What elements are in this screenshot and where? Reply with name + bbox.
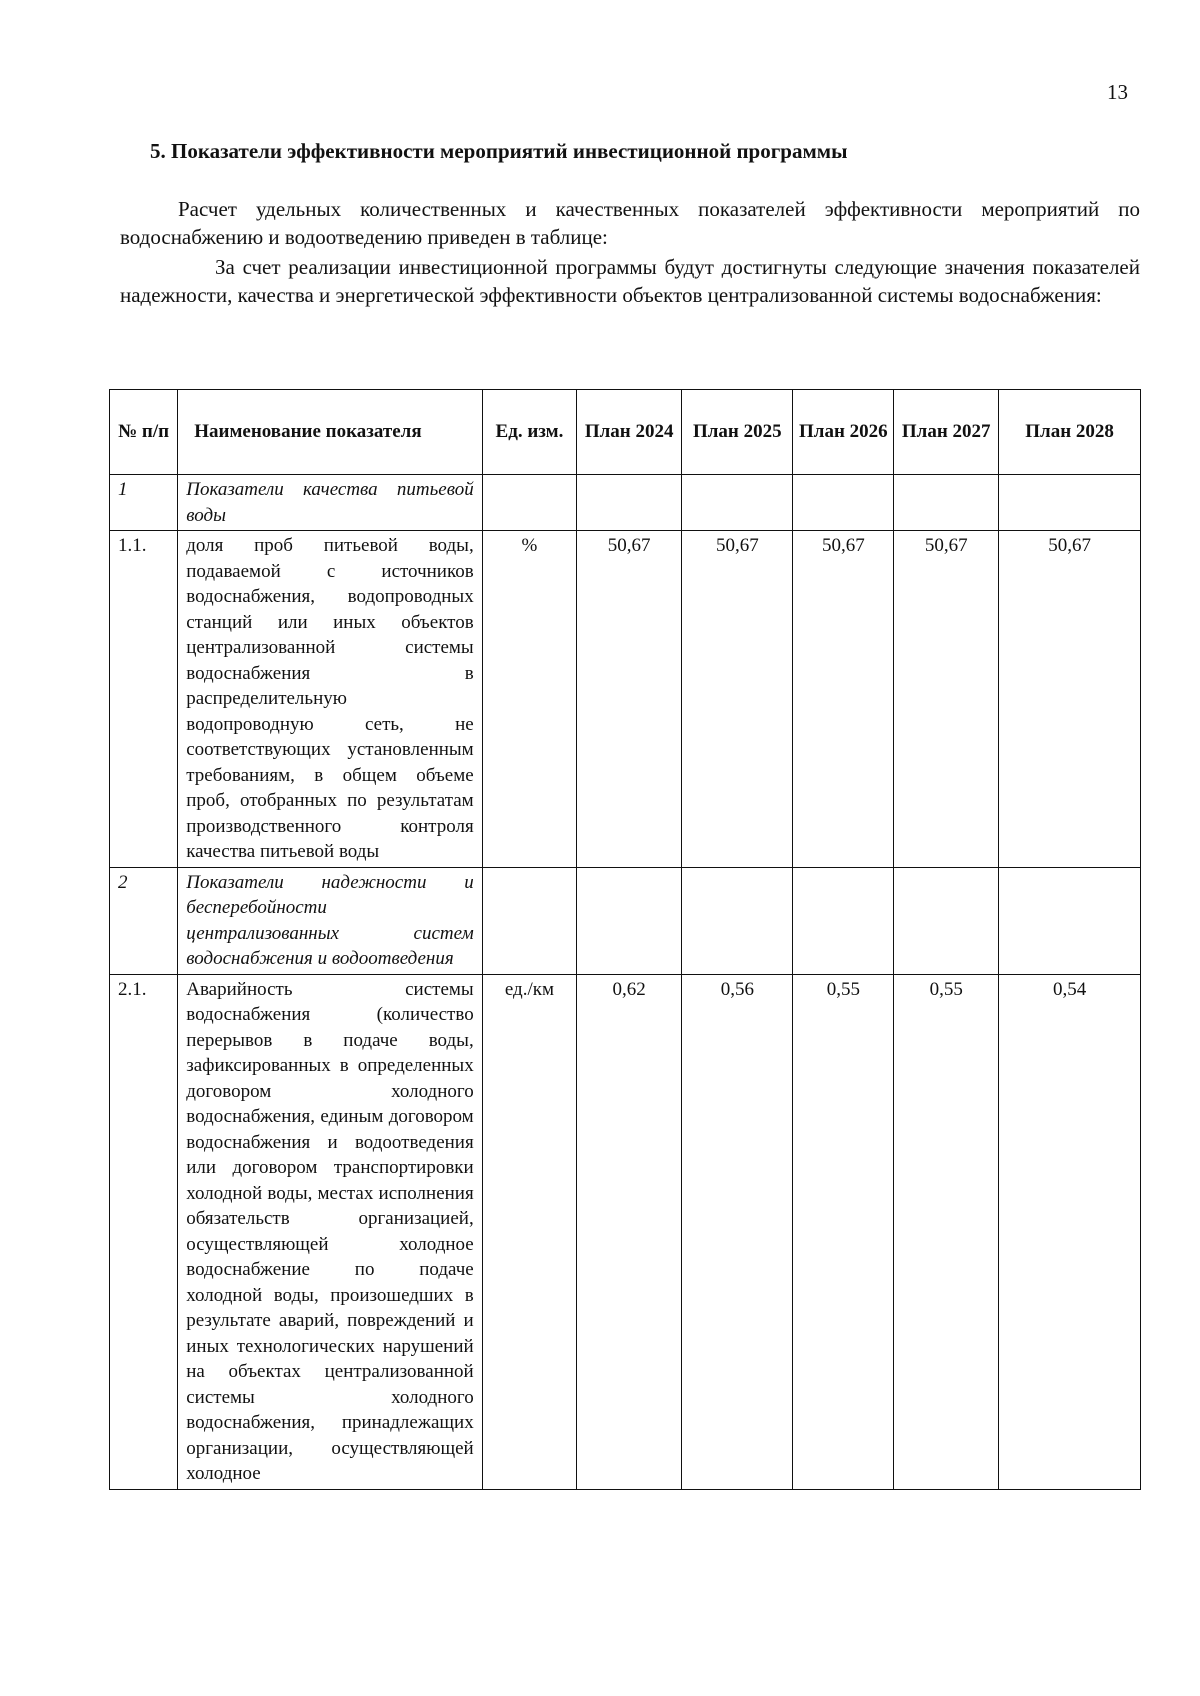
empty-cell: [894, 867, 999, 974]
header-plan-2026: План 2026: [793, 390, 894, 475]
empty-cell: [894, 475, 999, 531]
table-row-group-2: [110, 867, 1141, 974]
group-title: Показатели надежности и бесперебойности централизованных систем водоснабжения и водоотведения: [178, 867, 482, 974]
plan-2025-value: 0,56: [682, 974, 793, 1489]
header-plan-2028: План 2028: [999, 390, 1141, 475]
row-number: 1.1.: [110, 531, 178, 868]
empty-cell: [999, 867, 1141, 974]
empty-cell: [793, 867, 894, 974]
table-row-group-1: [110, 475, 1141, 531]
empty-cell: [682, 475, 793, 531]
plan-2028-value: 0,54: [999, 974, 1141, 1489]
header-name: Наименование показателя: [178, 390, 482, 475]
plan-2028-value: 50,67: [999, 531, 1141, 868]
row-number: 1: [110, 475, 178, 531]
row-number: 2.1.: [110, 974, 178, 1489]
empty-cell: [577, 475, 682, 531]
plan-2025-value: 50,67: [682, 531, 793, 868]
empty-cell: [577, 867, 682, 974]
plan-2027-value: 50,67: [894, 531, 999, 868]
plan-2026-value: 50,67: [793, 531, 894, 868]
row-number: 2: [110, 867, 178, 974]
group-title: Показатели качества питьевой воды: [178, 475, 482, 531]
table-row-2-1: [110, 974, 1141, 1489]
page-number: 13: [1107, 80, 1128, 104]
indicators-table: [109, 389, 1141, 1490]
plan-2026-value: 0,55: [793, 974, 894, 1489]
intro-paragraph-2: За счет реализации инвестиционной программы будут достигнуты следующие значения показателей надежности, качества и энергетической эффективности объектов централизованной системы водоснабжения:: [120, 255, 1140, 307]
table-row-1-1: [110, 531, 1141, 868]
plan-2027-value: 0,55: [894, 974, 999, 1489]
section-title: 5. Показатели эффективности мероприятий инвестиционной программы: [150, 139, 848, 163]
indicator-unit: %: [482, 531, 576, 868]
header-plan-2024: План 2024: [577, 390, 682, 475]
header-plan-2027: План 2027: [894, 390, 999, 475]
indicator-name: доля проб питьевой воды, подаваемой с источников водоснабжения, водопроводных станций или иных объектов централизованной системы водоснабжения в распределительную водопроводную сеть, не соответствующих установленным требованиям, в общем объеме проб, отобранных по результатам производственного контроля качества питьевой воды: [178, 531, 482, 868]
empty-cell: [999, 475, 1141, 531]
plan-2024-value: 0,62: [577, 974, 682, 1489]
header-plan-2025: План 2025: [682, 390, 793, 475]
header-num: № п/п: [110, 390, 178, 475]
indicator-name: Аварийность системы водоснабжения (количество перерывов в подаче воды, зафиксированных в определенных договором холодного водоснабжения, единым договором водоснабжения и водоотведения или договором транспортировки холодной воды, местах исполнения обязательств организацией, осуществляющей холодное водоснабжение по подаче холодной воды, произошедших в результате аварий, повреждений и иных технологических нарушений на объектах централизованной системы холодного водоснабжения, принадлежащих организации, осуществляющей холодное: [178, 974, 482, 1489]
empty-cell: [482, 475, 576, 531]
empty-cell: [682, 867, 793, 974]
empty-cell: [793, 475, 894, 531]
header-unit: Ед. изм.: [482, 390, 576, 475]
empty-cell: [482, 867, 576, 974]
table-header-row: [110, 390, 1141, 475]
plan-2024-value: 50,67: [577, 531, 682, 868]
intro-paragraph-1: Расчет удельных количественных и качественных показателей эффективности мероприятий по водоснабжению и водоотведению приведен в таблице:: [120, 197, 1140, 249]
indicator-unit: ед./км: [482, 974, 576, 1489]
